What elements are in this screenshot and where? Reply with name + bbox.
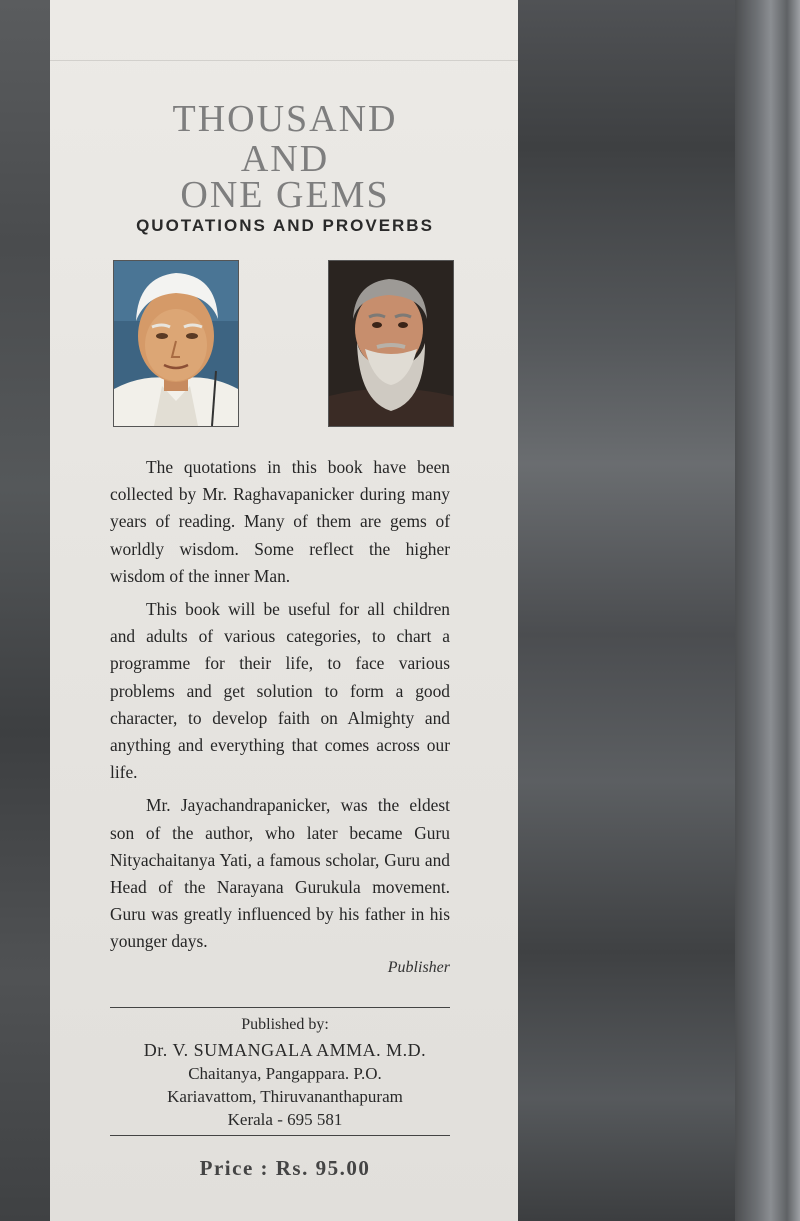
- author-portrait-2: [328, 260, 454, 427]
- back-cover-panel: [50, 0, 518, 1221]
- publisher-address-line-3: Kerala - 695 581: [227, 1110, 343, 1129]
- book-description: [110, 454, 450, 962]
- portrait-1-image: [114, 261, 238, 426]
- title-line-2: AND: [240, 138, 330, 180]
- description-paragraph-1: The quotations in this book have been collected by Mr. Raghavapanicker during many years of reading. Many of them are gems of worldly wisdom. Some reflect the higher wisdom of the inner Man.: [110, 457, 450, 586]
- publisher-rule-bottom: [110, 1135, 450, 1136]
- left-cover-strip: [0, 0, 50, 1221]
- book-subtitle: QUOTATIONS AND PROVERBS: [136, 216, 434, 235]
- author-portrait-1: [113, 260, 239, 427]
- panel-divider: [50, 60, 518, 61]
- published-by-label: Published by:: [241, 1016, 329, 1033]
- portrait-2-image: [329, 261, 453, 426]
- book-price: Price : Rs. 95.00: [199, 1156, 371, 1180]
- title-line-1: THOUSAND: [172, 98, 398, 140]
- publisher-signature: Publisher: [387, 959, 450, 976]
- book-spine: [735, 0, 800, 1221]
- title-line-3: ONE GEMS: [180, 174, 390, 216]
- publisher-name: Dr. V. SUMANGALA AMMA. M.D.: [143, 1040, 427, 1060]
- description-paragraph-2: This book will be useful for all children and adults of various categories, to chart a programme for their life, to face various problems and get solution to form a good character, to develop faith on Almighty and anything and everything that comes across our life.: [110, 599, 450, 783]
- publisher-rule-top: [110, 1007, 450, 1008]
- publisher-address-line-1: Chaitanya, Pangappara. P.O.: [188, 1064, 382, 1083]
- publisher-address-line-2: Kariavattom, Thiruvananthapuram: [167, 1087, 403, 1106]
- description-paragraph-3: Mr. Jayachandrapanicker, was the eldest son of the author, who later became Guru Nityachaitanya Yati, a famous scholar, Guru and Head of the Narayana Gurukula movement. Guru was greatly influenced by his father in his younger days.: [110, 795, 450, 952]
